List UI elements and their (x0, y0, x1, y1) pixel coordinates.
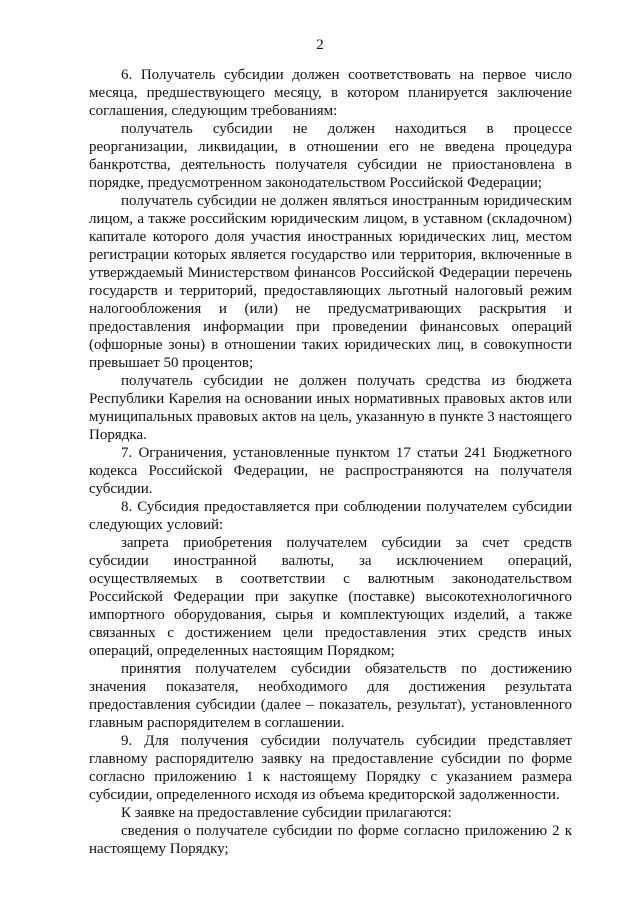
paragraph-condition-indicator: принятия получателем субсидии обязательств по достижению значения показателя, необходимого для достижения результата предоставления субсидии (далее – показатель, результат), установленного главным распорядителем в соглашении. (89, 661, 572, 731)
paragraph-condition-currency: запрета приобретения получателем субсидии за счет средств субсидии иностранной валюты, за исключением операций, осуществляемых в соответствии с валютным законодательством Российской Федерации при закупке (поставке) высокотехнологичного импортного оборудования, сырья и комплектующих изделий, а также связанных с достижением цели предоставления этих средств иных операций, определенных настоящим Порядком; (89, 535, 572, 659)
page-number: 2 (316, 37, 324, 53)
document-body (89, 66, 572, 858)
paragraph-attachment-recipient-info: сведения о получателе субсидии по форме согласно приложению 2 к настоящему Порядку; (89, 823, 572, 857)
paragraph-7: 7. Ограничения, установленные пунктом 17 статьи 241 Бюджетного кодекса Российской Федерации, не распространяются на получателя субсидии. (89, 445, 572, 497)
paragraph-8: 8. Субсидия предоставляется при соблюдении получателем субсидии следующих условий: (89, 499, 572, 533)
paragraph-attachments-intro: К заявке на предоставление субсидии прилагаются: (121, 805, 452, 821)
paragraph-requirement-foreign-entity: получатель субсидии не должен являться иностранным юридическим лицом, а также российским юридическим лицом, в уставном (складочном) капитале которого доля участия иностранных юридических лиц, местом регистрации которых является государство или территория, включенные в утверждаемый Министерством финансов Российской Федерации перечень государств и территорий, предоставляющих льготный налоговый режим налогообложения и (или) не предусматривающих раскрытия и предоставления информации при проведении финансовых операций (офшорные зоны) в отношении таких юридических лиц, в совокупности превышает 50 процентов; (89, 193, 572, 371)
paragraph-6: 6. Получатель субсидии должен соответствовать на первое число месяца, предшествующего месяцу, в котором планируется заключение соглашения, следующим требованиям: (89, 67, 572, 119)
paragraph-9: 9. Для получения субсидии получатель субсидии представляет главному распорядителю заявку на предоставление субсидии по форме согласно приложению 1 к настоящему Порядку с указанием размера субсидии, определенного исходя из объема кредиторской задолженности. (89, 733, 572, 803)
paragraph-requirement-reorganization: получатель субсидии не должен находиться в процессе реорганизации, ликвидации, в отношении его не введена процедура банкротства, деятельность получателя субсидии не приостановлена в порядке, предусмотренном законодательством Российской Федерации; (89, 121, 572, 191)
paragraph-requirement-budget-funds: получатель субсидии не должен получать средства из бюджета Республики Карелия на основании иных нормативных правовых актов или муниципальных правовых актов на цель, указанную в пункте 3 настоящего Порядка. (89, 373, 572, 443)
